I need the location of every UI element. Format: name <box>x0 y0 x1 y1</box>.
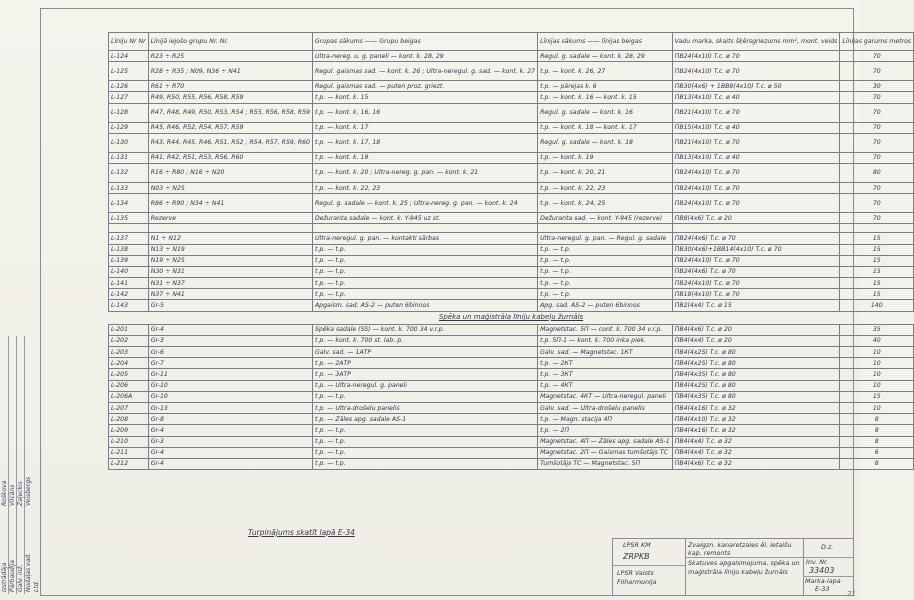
length-m: 70 <box>840 182 914 193</box>
line-route: t.p. — t.p. <box>538 266 673 277</box>
wire-spec: ПВ4(4x25) T.c. ø 80 <box>672 347 840 358</box>
wire-spec: ПВ24(4x10) T.c. ø 70 <box>672 62 840 81</box>
header-length: Līnijas garums metros <box>840 33 914 51</box>
table-row <box>109 92 914 103</box>
line-route: t.p. — pārejas k. 6 <box>538 81 673 92</box>
groups: N31 ÷ N37 <box>148 278 312 289</box>
side-label: Galv. inž. <box>17 564 24 592</box>
line-route: t.p. — t.p. <box>538 289 673 300</box>
group-route: Dežuranta sadale — kont. k. Y-945 uz st. <box>312 213 537 224</box>
line-route: Tumšotājs TC — Magnetstac. 5П <box>538 458 673 469</box>
group-route: t.p. — 2АТР <box>312 358 537 369</box>
group-route: Spēka sadale (SS) — kont. k. 700 34 v.r.p. <box>312 324 537 335</box>
group-route: Ultra-nereg. u. g. paneli — kont. k. 28, 29 <box>312 51 537 62</box>
groups: R41, R42, R51, R53, R56, R60 <box>148 152 312 163</box>
table-row <box>109 335 914 346</box>
groups: R16 ÷ R80 ; N16 ÷ N20 <box>148 163 312 182</box>
length-m: 10 <box>840 402 914 413</box>
group-route: t.p. — t.p. <box>312 391 537 402</box>
line-route: Ultra-neregul. g. pan. — Regul. g. sadale <box>538 233 673 244</box>
line-route: t.p. — kont. k. 18 — kont. k. 17 <box>538 122 673 133</box>
table-row <box>109 447 914 458</box>
wire-spec: ПВ21(4x10) T.c. ø 70 <box>672 133 840 152</box>
line-number: L-129 <box>109 122 149 133</box>
line-route: t.p. — 3КТ <box>538 369 673 380</box>
groups: Gr-10 <box>148 391 312 402</box>
title-block-description <box>685 539 804 595</box>
groups: R43, R44, R45, R46, R51, R52 ; R54, R57, R59, R60 <box>148 133 312 152</box>
side-label: Ltd. <box>33 580 40 592</box>
groups: Gr-4 <box>148 447 312 458</box>
length-m: 15 <box>840 391 914 402</box>
line-route: t.p. — kont. k. 20, 21 <box>538 163 673 182</box>
line-number: L-202 <box>109 335 149 346</box>
length-m: 70 <box>840 103 914 122</box>
group-route: t.p. — t.p. <box>312 447 537 458</box>
groups: R23 ÷ R25 <box>148 51 312 62</box>
groups: R45, R46, R52, R54, R57, R59 <box>148 122 312 133</box>
length-m: 15 <box>840 233 914 244</box>
group-route: t.p. — kont. k. 17 <box>312 122 537 133</box>
stage-code: D.z. <box>821 543 834 551</box>
sheet-title: Skatuves apgaismojuma, spēka un maģistrāla līniju kabeļu žurnāls <box>688 559 800 576</box>
line-number: L-130 <box>109 133 149 152</box>
table-row <box>109 402 914 413</box>
group-route: Ultra-neregul. g. pan. — kontakti sārbas <box>312 233 537 244</box>
continuation-note: Turpinājums skatīt lapā E-34 <box>248 528 355 537</box>
wire-spec: ПВ4(4x16) T.c. ø 32 <box>672 402 840 413</box>
length-m: 70 <box>840 122 914 133</box>
length-m: 8 <box>840 458 914 469</box>
group-route: t.p. — kont. k. 16, 16 <box>312 103 537 122</box>
table-row <box>109 369 914 380</box>
wire-spec: ПВ4(4x4) T.c. ø 32 <box>672 436 840 447</box>
line-number: L-133 <box>109 182 149 193</box>
table-row <box>109 458 914 469</box>
wire-spec: ПВ24(4x10) T.c. ø 70 <box>672 182 840 193</box>
groups: Gr-11 <box>148 369 312 380</box>
line-number: L-138 <box>109 244 149 255</box>
group-route: t.p. — t.p. <box>312 244 537 255</box>
line-route: t.p. — t.p. <box>538 255 673 266</box>
group-route: t.p. — t.p. <box>312 266 537 277</box>
group-route: t.p. — Ultra-neregul. g. paneli <box>312 380 537 391</box>
group-route: t.p. — 3АТР <box>312 369 537 380</box>
groups: Gr-13 <box>148 402 312 413</box>
strip-col <box>16 336 25 594</box>
wire-spec: ПВ4(4x4) T.c. ø 32 <box>672 447 840 458</box>
groups: Gr-5 <box>148 300 312 311</box>
length-m: 70 <box>840 92 914 103</box>
group-route: t.p. — Ultra-drošelu panelis <box>312 402 537 413</box>
line-number: L-212 <box>109 458 149 469</box>
group-route: t.p. — t.p. <box>312 458 537 469</box>
wire-spec: ПВ13(4x10) T.c. ø 40 <box>672 92 840 103</box>
table-row <box>109 358 914 369</box>
table-row <box>109 414 914 425</box>
table-row <box>109 194 914 213</box>
length-m: 6 <box>840 447 914 458</box>
groups: Gr-4 <box>148 324 312 335</box>
line-number: L-126 <box>109 81 149 92</box>
table-row <box>109 244 914 255</box>
side-name: Veisbergs <box>25 476 32 506</box>
length-m: 10 <box>840 380 914 391</box>
group-route: t.p. — Zāles apg. sadale AS-1 <box>312 414 537 425</box>
line-number: L-210 <box>109 436 149 447</box>
groups: R28 ÷ R35 ; N09, N36 ÷ N41 <box>148 62 312 81</box>
org-ministry: LPSR KM <box>623 541 651 549</box>
line-route: Dežuranta sad. — kont. Y-945 (rezerve) <box>538 213 673 224</box>
wire-spec: ПВ24(4x10) T.c. ø 70 <box>672 194 840 213</box>
line-route: t.p. — kont. k. 26, 27 <box>538 62 673 81</box>
line-number: L-125 <box>109 62 149 81</box>
wire-spec: ПВ24(4x10) T.c. ø 70 <box>672 255 840 266</box>
line-route: Magnetstac. 5П — cont. k. 700 34 v.r.p. <box>538 324 673 335</box>
table-row <box>109 347 914 358</box>
group-route: t.p. — t.p. <box>312 289 537 300</box>
line-number: L-124 <box>109 51 149 62</box>
line-number: L-134 <box>109 194 149 213</box>
length-m: 15 <box>840 266 914 277</box>
line-number: L-137 <box>109 233 149 244</box>
wire-spec: ПВ4(4x6) T.c. ø 32 <box>672 458 840 469</box>
table-row <box>109 122 914 133</box>
length-m: 80 <box>840 163 914 182</box>
length-m: 70 <box>840 213 914 224</box>
wire-spec: ПВ2(4x4) T.c. ø 15 <box>672 300 840 311</box>
line-number: L-207 <box>109 402 149 413</box>
length-m: 140 <box>840 300 914 311</box>
table-row <box>109 255 914 266</box>
group-route: t.p. — kont. k. 15 <box>312 92 537 103</box>
wire-spec: ПВ24(4x10) T.c. ø 70 <box>672 278 840 289</box>
length-m: 70 <box>840 133 914 152</box>
groups: N13 ÷ N19 <box>148 244 312 255</box>
line-number: L-208 <box>109 414 149 425</box>
length-m: 15 <box>840 278 914 289</box>
line-route: t.p. — 2КТ <box>538 358 673 369</box>
groups: Gr-3 <box>148 436 312 447</box>
line-number: L-211 <box>109 447 149 458</box>
spacer-row <box>109 224 914 233</box>
group-route: Apgaism. sad. AS-2 — puten 6binnos <box>312 300 537 311</box>
line-route: t.p. — kont. k. 16 — kont. k. 15 <box>538 92 673 103</box>
table-row <box>109 391 914 402</box>
length-m: 30 <box>840 81 914 92</box>
groups: N03 ÷ N25 <box>148 182 312 193</box>
group-route: Regul. gaismas sad. — puten proz. griezt. <box>312 81 537 92</box>
length-m: 70 <box>840 51 914 62</box>
table-row <box>109 62 914 81</box>
table-row <box>109 81 914 92</box>
line-route: Regul. g. sadale — kont. k. 28, 29 <box>538 51 673 62</box>
wire-spec: ПВ30(4x6) + 1ВВ8(4x10) T.c. ø 50 <box>672 81 840 92</box>
length-m: 15 <box>840 289 914 300</box>
org-bureau: ZRPKB <box>623 552 650 561</box>
length-m: 70 <box>840 194 914 213</box>
line-number: L-204 <box>109 358 149 369</box>
signature-strip <box>0 336 41 594</box>
group-route: t.p. — t.p. <box>312 436 537 447</box>
line-number: L-142 <box>109 289 149 300</box>
title-block <box>612 538 854 596</box>
table-row <box>109 425 914 436</box>
length-m: 10 <box>840 358 914 369</box>
groups: Gr-3 <box>148 335 312 346</box>
section-title: Spēka un maģistrāla līniju kabeļu žurnāls <box>109 311 914 324</box>
sheet-mark: E-33 <box>815 585 830 593</box>
line-route: Galv. sad. — Ultra-drošelu panelis <box>538 402 673 413</box>
line-number: L-131 <box>109 152 149 163</box>
line-route: t.p. 5П-1 — kont. k. 700 inka piek. <box>538 335 673 346</box>
table-row <box>109 380 914 391</box>
length-m: 15 <box>840 255 914 266</box>
wire-spec: ПВ24(4x10) T.c. ø 70 <box>672 163 840 182</box>
group-route: Galv. sad. — 1АТР <box>312 347 537 358</box>
group-route: t.p. — t.p. <box>312 425 537 436</box>
groups: Gr-10 <box>148 380 312 391</box>
group-route: t.p. — t.p. <box>312 255 537 266</box>
wire-spec: ПВ4(4x4) T.c. ø 20 <box>672 335 840 346</box>
line-number: L-205 <box>109 369 149 380</box>
corner-mark: 21 <box>847 590 856 598</box>
group-route: Regul. g. sadale — kont. k. 25 ; Ultra-nereg. g. pan. — kont. k. 24 <box>312 194 537 213</box>
group-route: t.p. — t.p. <box>312 278 537 289</box>
wire-spec: ПВ4(4x25) T.c. ø 80 <box>672 358 840 369</box>
header-line-no: Līniju Nr Nr <box>109 33 149 51</box>
line-route: Magnetstac. 4КТ — Ultra-neregul. paneli <box>538 391 673 402</box>
line-number: L-143 <box>109 300 149 311</box>
line-route: Regul. g. sadale — kont. k. 18 <box>538 133 673 152</box>
length-m: 70 <box>840 62 914 81</box>
groups: Gr-7 <box>148 358 312 369</box>
groups: Gr-4 <box>148 425 312 436</box>
header-line-start-end: Līnijas sākums —— līnijas beigas <box>538 33 673 51</box>
length-m: 10 <box>840 347 914 358</box>
line-number: L-140 <box>109 266 149 277</box>
line-route: t.p. — 4КТ <box>538 380 673 391</box>
line-route: Regul. g. sadale — kont. k. 16 <box>538 103 673 122</box>
org-place: LPSR Valsts Filharmonija <box>617 569 657 586</box>
side-name: Vilcāns <box>9 484 16 506</box>
wire-spec: ПВ18(4x10) T.c. ø 70 <box>672 289 840 300</box>
side-label: Izstrādāja <box>1 562 8 592</box>
groups: Gr-6 <box>148 347 312 358</box>
table-row <box>109 152 914 163</box>
line-number: L-203 <box>109 347 149 358</box>
length-m: 8 <box>840 425 914 436</box>
length-m: 40 <box>840 335 914 346</box>
inventory-label: Inv. Nr. <box>806 558 829 566</box>
cable-journal-table <box>108 32 914 470</box>
table-row <box>109 213 914 224</box>
length-m: 10 <box>840 369 914 380</box>
title-block-org <box>613 539 686 595</box>
side-label: Pārbaudīja <box>9 560 16 592</box>
title-block-numbers <box>803 539 853 595</box>
table-row <box>109 182 914 193</box>
length-m: 8 <box>840 436 914 447</box>
groups: Gr-8 <box>148 414 312 425</box>
line-number: L-132 <box>109 163 149 182</box>
line-number: L-139 <box>109 255 149 266</box>
line-number: L-135 <box>109 213 149 224</box>
line-number: L-127 <box>109 92 149 103</box>
table-header-row <box>109 33 914 51</box>
wire-spec: ПВ15(4x10) T.c. ø 40 <box>672 122 840 133</box>
length-m: 70 <box>840 152 914 163</box>
groups: R61 ÷ R70 <box>148 81 312 92</box>
wire-spec: ПВ30(4x6)+1ВВ14(4x10) T.c. ø 70 <box>672 244 840 255</box>
section-title-row <box>109 311 914 324</box>
table-row <box>109 300 914 311</box>
line-route: t.p. — kont. k. 19 <box>538 152 673 163</box>
group-route: t.p. — kont. k. 700 st. lab. p. <box>312 335 537 346</box>
groups: N30 ÷ N31 <box>148 266 312 277</box>
inventory-number: 33403 <box>809 566 835 575</box>
groups: Rezerve <box>148 213 312 224</box>
line-route: t.p. — 2П <box>538 425 673 436</box>
header-wire-type: Vadu marka, skaits šķērsgriezums mm², mont. veids <box>672 33 840 51</box>
header-groups: Līnijā iejošo grupu Nr. Nr. <box>148 33 312 51</box>
wire-spec: ПВ24(4x6) T.c. ø 70 <box>672 266 840 277</box>
mark-label: Marka-lapa <box>805 577 841 585</box>
wire-spec: ПВ4(4x35) T.c. ø 80 <box>672 391 840 402</box>
groups: R86 ÷ R90 ; N34 ÷ N41 <box>148 194 312 213</box>
line-number: L-201 <box>109 324 149 335</box>
line-route: t.p. — kont. k. 22, 23 <box>538 182 673 193</box>
group-route: t.p. — kont. k. 20 ; Ultra-nereg. g. pan. — kont. k. 21 <box>312 163 537 182</box>
group-route: t.p. — kont. k. 17, 18 <box>312 133 537 152</box>
line-route: Galv. sad. — Magnetstac. 1КТ <box>538 347 673 358</box>
wire-spec: ПВ4(4x10) T.c. ø 32 <box>672 414 840 425</box>
wire-spec: ПВ4(4x6) T.c. ø 20 <box>672 324 840 335</box>
wire-spec: ПВ21(4x10) T.c. ø 70 <box>672 103 840 122</box>
line-route: t.p. — Magn. stacija 4П <box>538 414 673 425</box>
table-row <box>109 163 914 182</box>
table-row <box>109 289 914 300</box>
line-route: t.p. — t.p. <box>538 244 673 255</box>
line-number: L-128 <box>109 103 149 122</box>
groups: N1 ÷ N12 <box>148 233 312 244</box>
groups: R49, R50, R55, R56, R58, R59 <box>148 92 312 103</box>
line-number: L-209 <box>109 425 149 436</box>
group-route: Regul. gaismas sad. — kont. k. 26 ; Ultra-neregul. g. sad. — kont. k. 27 <box>312 62 537 81</box>
side-label: Nodaļas vad. <box>25 553 32 592</box>
group-route: t.p. — kont. k. 22, 23 <box>312 182 537 193</box>
wire-spec: ПВ8(4x6) T.c. ø 20 <box>672 213 840 224</box>
length-m: 15 <box>840 244 914 255</box>
header-group-start-end: Grupas sākums —— Grupu beigas <box>312 33 537 51</box>
wire-spec: ПВ13(4x10) T.c. ø 40 <box>672 152 840 163</box>
table-row <box>109 436 914 447</box>
groups: N19 ÷ N25 <box>148 255 312 266</box>
line-route: t.p. — kont. k. 24, 25 <box>538 194 673 213</box>
table-row <box>109 133 914 152</box>
table-row <box>109 266 914 277</box>
table-row <box>109 103 914 122</box>
length-m: 8 <box>840 414 914 425</box>
wire-spec: ПВ24(4x10) T.c. ø 70 <box>672 51 840 62</box>
side-name: Roškova <box>1 480 8 506</box>
table-row <box>109 324 914 335</box>
project-title: Zvaigzn. kanaretzales ēl. ietaišu kap. remonts <box>688 541 792 557</box>
wire-spec: ПВ4(4x35) T.c. ø 80 <box>672 369 840 380</box>
table-row <box>109 278 914 289</box>
groups: N37 ÷ N41 <box>148 289 312 300</box>
table-row <box>109 51 914 62</box>
groups: R47, R48, R49, R50, R53, R54 ; R55, R56, R58, R59 <box>148 103 312 122</box>
line-number: L-141 <box>109 278 149 289</box>
line-route: Apg. sad. AS-2 — puten 6binnos <box>538 300 673 311</box>
line-number: L-206 <box>109 380 149 391</box>
line-number: L-206A <box>109 391 149 402</box>
group-route: t.p. — kont. k. 19 <box>312 152 537 163</box>
wire-spec: ПВ4(4x16) T.c. ø 32 <box>672 425 840 436</box>
line-route: t.p. — t.p. <box>538 278 673 289</box>
table-row <box>109 233 914 244</box>
line-route: Magnetstac. 2П — Gaismas tumšotājs TC <box>538 447 673 458</box>
wire-spec: ПВ4(4x25) T.c. ø 80 <box>672 380 840 391</box>
groups: Gr-4 <box>148 458 312 469</box>
length-m: 35 <box>840 324 914 335</box>
wire-spec: ПВ24(4x6) T.c. ø 70 <box>672 233 840 244</box>
line-route: Magnetstac. 4П — Zāles apg. sadale AS-1 <box>538 436 673 447</box>
side-name: Zaļeckis <box>17 481 24 506</box>
